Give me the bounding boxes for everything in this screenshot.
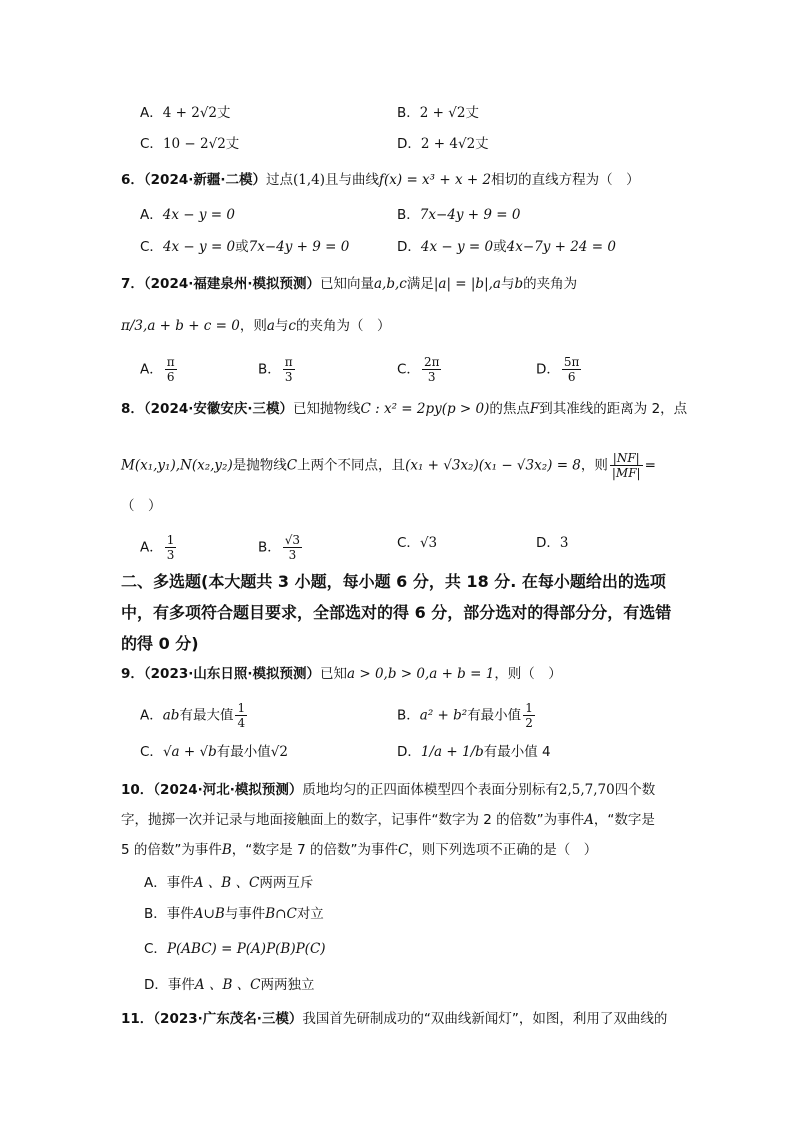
q7-source: （2024·福建泉州·模拟预测）	[143, 276, 320, 292]
q10-option-d[interactable]: D．事件A 、B 、C两两独立	[144, 977, 315, 993]
q10-stem-line3: 5 的倍数”为事件B，“数字是 7 的倍数”为事件C，则下列选项不正确的是（ ）	[121, 842, 598, 858]
q6-option-a[interactable]: A．4x − y = 0	[140, 207, 235, 223]
q6-option-c[interactable]: C．4x − y = 0或7x−4y + 9 = 0	[140, 239, 350, 255]
q8-source: （2024·安徽安庆·三模）	[143, 401, 293, 417]
q8-option-d[interactable]: D．3	[536, 535, 569, 551]
q10-stem-line1: 10．（2024·河北·模拟预测）质地均匀的正四面体模型四个表面分别标有2,5,7,70四个数	[121, 782, 656, 798]
q5-option-a-expr: 4 + 2√2	[162, 105, 218, 121]
q7-stem-line1: 7．（2024·福建泉州·模拟预测）已知向量a,b,c满足|a| = |b|,a与b的夹角为	[121, 276, 578, 292]
q9-option-b[interactable]: B．a² + b²有最小值 $\frac{1}{2}$	[397, 701, 533, 730]
q5-option-b-expr: 2 + √2	[419, 105, 466, 121]
q10-stem-line2: 字，抛掷一次并记录与地面接触面上的数字，记事件“数字为 2 的倍数”为事件A，“数字是	[121, 812, 655, 828]
q5-option-c[interactable]: C．10 − 2√2丈	[140, 136, 240, 152]
q8-option-b[interactable]: B． $\frac{√3}{3}$	[258, 533, 301, 562]
q10-source: （2024·河北·模拟预测）	[153, 782, 303, 798]
q5-option-c-expr: 10 − 2√2	[162, 136, 226, 152]
q6-stem: 6．（2024·新疆·二模）过点(1,4)且与曲线f(x) = x³ + x + 2相切的直线方程为（ ）	[121, 172, 640, 188]
q5-option-b[interactable]: B．2 + √2丈	[397, 105, 479, 121]
q10-option-a[interactable]: A．事件A 、B 、C两两互斥	[144, 875, 314, 891]
q10-option-b[interactable]: B．事件A∪B与事件B∩C对立	[144, 906, 324, 922]
q9-option-c[interactable]: C．√a + √b有最小值√2	[140, 744, 288, 760]
section-heading-multi-choice: 二、多选题(本大题共 3 小题，每小题 6 分，共 18 分. 在每小题给出的选项中，有多项符合题目要求，全部选对的得 6 分，部分选对的得部分分，有选错的得 0 分)	[121, 572, 672, 653]
q8-answer-paren: （ ）	[121, 498, 162, 514]
q7-option-c[interactable]: C． $\frac{2\pi}{3}$	[397, 355, 440, 384]
q8-option-a[interactable]: A． $\frac{1}{3}$	[140, 533, 175, 562]
q8-option-c[interactable]: C．√3	[397, 535, 438, 551]
q10-option-c[interactable]: C．P(ABC) = P(A)P(B)P(C)	[144, 941, 326, 957]
q5-option-a[interactable]: A．4 + 2√2丈	[140, 105, 231, 121]
q6-source: （2024·新疆·二模）	[143, 172, 266, 188]
q9-stem: 9．（2023·山东日照·模拟预测）已知a > 0,b > 0,a + b = 1，则（ ）	[121, 666, 562, 682]
q9-option-a[interactable]: A．ab有最大值 $\frac{1}{4}$	[140, 701, 246, 730]
q5-option-d[interactable]: D．2 + 4√2丈	[397, 136, 489, 152]
q11-stem: 11．（2023·广东茂名·三模）我国首先研制成功的“双曲线新闻灯”，如图，利用了双曲线的	[121, 1011, 668, 1027]
q7-option-b[interactable]: B． $\frac{\pi}{3}$	[258, 355, 293, 384]
q7-option-d[interactable]: D． $\frac{5\pi}{6}$	[536, 355, 580, 384]
q8-stem-line2: M(x₁,y₁),N(x₂,y₂)是抛物线C上两个不同点，且(x₁ + √3x₂)(x₁ − √3x₂) = 8，则 $\frac{|NF|}{|MF|}$ =	[121, 451, 656, 480]
q8-stem-line1: 8．（2024·安徽安庆·三模）已知抛物线C : x² = 2py(p > 0)的焦点F到其准线的距离为 2，点	[121, 401, 688, 417]
q9-source: （2023·山东日照·模拟预测）	[143, 666, 320, 682]
q6-option-b[interactable]: B．7x−4y + 9 = 0	[397, 207, 521, 223]
q7-option-a[interactable]: A． $\frac{\pi}{6}$	[140, 355, 175, 384]
q7-stem-line2: π/3,a + b + c = 0，则a与c的夹角为（ ）	[121, 318, 391, 334]
q6-option-d[interactable]: D．4x − y = 0或4x−7y + 24 = 0	[397, 239, 616, 255]
q9-option-d[interactable]: D．1/a + 1/b有最小值 4	[397, 744, 551, 760]
q11-source: （2023·广东茂名·三模）	[153, 1011, 303, 1027]
q5-option-d-expr: 2 + 4√2	[420, 136, 476, 152]
